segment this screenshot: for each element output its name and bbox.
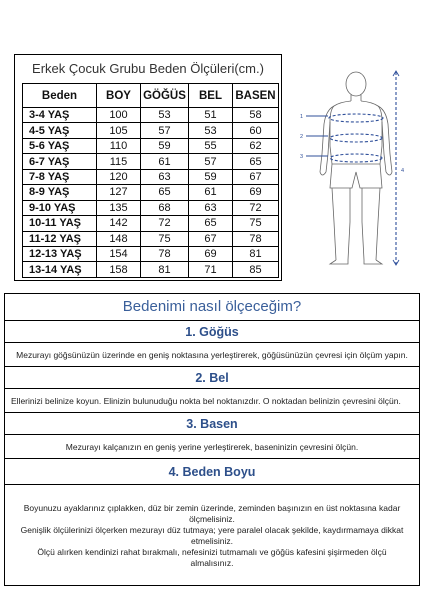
body-measurement-figure [292, 54, 410, 281]
height-instruction-1: Boyunuzu ayaklarınız çıplakken, düz bir zemin üzerinde, zeminden başınızın en üst noktasına kadar ölçmelisiniz. [23, 502, 401, 524]
size-table-body [23, 108, 279, 278]
cell-beden: 13-14 YAŞ [23, 262, 97, 277]
cell-bel: 63 [189, 200, 233, 215]
cell-boy: 105 [97, 123, 141, 138]
chest-measure-line [329, 114, 383, 122]
cell-gogus: 59 [141, 138, 189, 153]
cell-basen: 69 [233, 185, 279, 200]
cell-beden: 4-5 YAŞ [23, 123, 97, 138]
cell-beden: 9-10 YAŞ [23, 200, 97, 215]
section-waist-heading: 2. Bel [5, 366, 419, 388]
waist-measure-line [330, 134, 382, 142]
cell-bel: 59 [189, 169, 233, 184]
cell-boy: 110 [97, 138, 141, 153]
cell-gogus: 65 [141, 185, 189, 200]
header-gogus: GÖĞÜS [141, 84, 189, 108]
cell-gogus: 72 [141, 216, 189, 231]
table-row [23, 108, 279, 123]
cell-beden: 3-4 YAŞ [23, 108, 97, 123]
table-row [23, 154, 279, 169]
body-silhouette-illustration [292, 54, 410, 281]
cell-basen: 78 [233, 231, 279, 246]
cell-basen: 81 [233, 246, 279, 261]
cell-bel: 55 [189, 138, 233, 153]
section-hip-text: Mezurayı kalçanızın en geniş yerine yerleştirerek, baseninizin çevresini ölçün. [5, 434, 419, 458]
cell-beden: 10-11 YAŞ [23, 216, 97, 231]
cell-gogus: 57 [141, 123, 189, 138]
hip-measure-line [330, 154, 382, 162]
marker-arrows [306, 71, 399, 265]
section-chest-heading: 1. Göğüs [5, 320, 419, 342]
cell-boy: 120 [97, 169, 141, 184]
size-table-header-row [23, 84, 279, 108]
cell-boy: 115 [97, 154, 141, 169]
cell-boy: 154 [97, 246, 141, 261]
height-instruction-2: Genişlik ölçülerinizi ölçerken mezurayı düz tutmaya; yere paralel olacak şekilde, kaydırmamaya dikkat etmelisiniz. [20, 524, 404, 546]
size-chart-title: Erkek Çocuk Grubu Beden Ölçüleri(cm.) [32, 61, 264, 76]
table-row [23, 200, 279, 215]
cell-bel: 61 [189, 185, 233, 200]
size-chart-panel [14, 54, 282, 281]
cell-bel: 71 [189, 262, 233, 277]
cell-gogus: 81 [141, 262, 189, 277]
cell-basen: 75 [233, 216, 279, 231]
cell-beden: 11-12 YAŞ [23, 231, 97, 246]
cell-basen: 65 [233, 154, 279, 169]
marker-4-label: 4 [401, 168, 405, 174]
cell-boy: 135 [97, 200, 141, 215]
cell-boy: 148 [97, 231, 141, 246]
cell-gogus: 53 [141, 108, 189, 123]
cell-basen: 60 [233, 123, 279, 138]
cell-gogus: 61 [141, 154, 189, 169]
table-row [23, 169, 279, 184]
section-height-text [5, 484, 419, 586]
table-row [23, 262, 279, 277]
section-waist-text: Ellerinizi belinize koyun. Elinizin bulunuduğu nokta bel noktanızdır. O noktadan belinizin çevresini ölçün. [5, 388, 419, 412]
table-row [23, 231, 279, 246]
header-bel: BEL [189, 84, 233, 108]
cell-gogus: 75 [141, 231, 189, 246]
cell-basen: 58 [233, 108, 279, 123]
cell-gogus: 68 [141, 200, 189, 215]
table-row [23, 123, 279, 138]
marker-2-label: 2 [300, 134, 304, 140]
section-height-heading: 4. Beden Boyu [5, 458, 419, 484]
cell-boy: 142 [97, 216, 141, 231]
cell-basen: 85 [233, 262, 279, 277]
cell-bel: 57 [189, 154, 233, 169]
cell-bel: 67 [189, 231, 233, 246]
cell-boy: 100 [97, 108, 141, 123]
cell-beden: 6-7 YAŞ [23, 154, 97, 169]
cell-beden: 8-9 YAŞ [23, 185, 97, 200]
table-row [23, 246, 279, 261]
guide-title: Bedenimi nasıl ölçeceğim? [122, 298, 302, 315]
marker-1-label: 1 [300, 114, 304, 120]
body-outline [320, 72, 392, 264]
cell-basen: 67 [233, 169, 279, 184]
section-hip-heading: 3. Basen [5, 412, 419, 434]
cell-bel: 53 [189, 123, 233, 138]
marker-labels [300, 114, 404, 174]
cell-beden: 5-6 YAŞ [23, 138, 97, 153]
cell-boy: 158 [97, 262, 141, 277]
cell-boy: 127 [97, 185, 141, 200]
marker-3-label: 3 [300, 154, 304, 160]
cell-beden: 7-8 YAŞ [23, 169, 97, 184]
cell-basen: 62 [233, 138, 279, 153]
table-row [23, 216, 279, 231]
table-row [23, 138, 279, 153]
cell-bel: 65 [189, 216, 233, 231]
section-chest-text: Mezurayı göğsünüzün üzerinde en geniş noktasına yerleştirerek, göğüsünüzün çevresi için ölçüm yapın. [5, 342, 419, 366]
cell-bel: 51 [189, 108, 233, 123]
cell-basen: 72 [233, 200, 279, 215]
height-instruction-3: Ölçü alırken kendinizi rahat bırakmalı, nefesinizi tutmamalı ve göğüs kafesini şişirmeden ölçü almalısınız. [37, 546, 387, 568]
cell-beden: 12-13 YAŞ [23, 246, 97, 261]
size-table [22, 83, 279, 278]
table-row [23, 185, 279, 200]
header-boy: BOY [97, 84, 141, 108]
cell-gogus: 63 [141, 169, 189, 184]
header-beden: Beden [23, 84, 97, 108]
header-basen: BASEN [233, 84, 279, 108]
measurement-guide [4, 293, 420, 586]
cell-gogus: 78 [141, 246, 189, 261]
cell-bel: 69 [189, 246, 233, 261]
